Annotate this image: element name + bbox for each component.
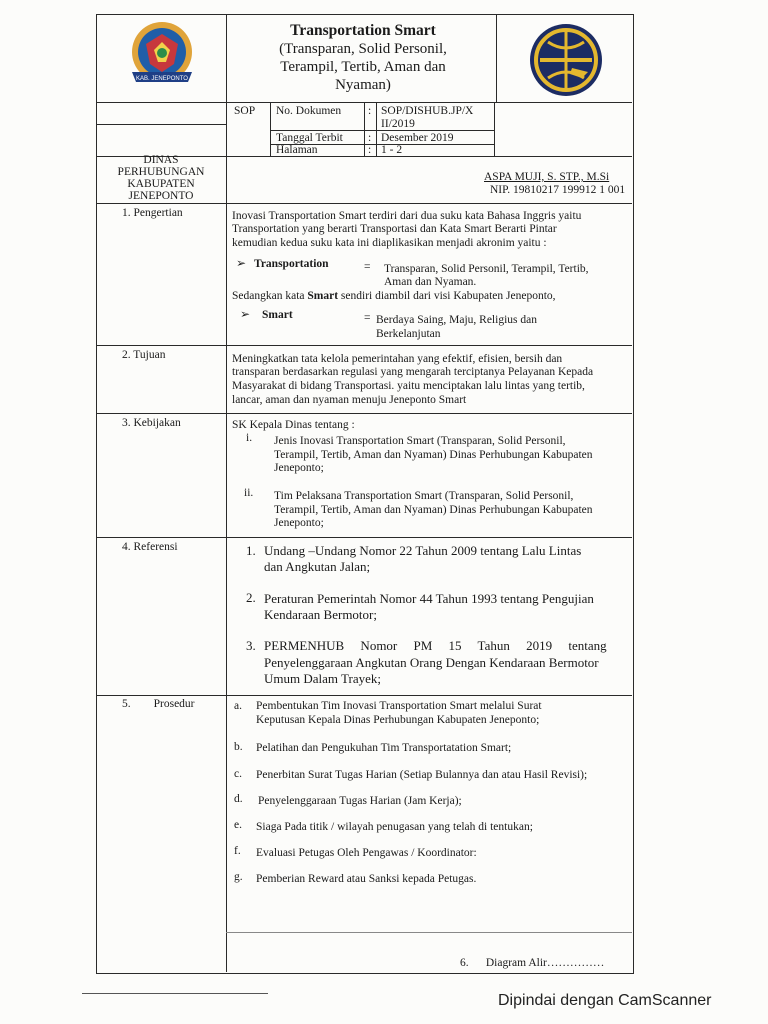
arrowhead-bullet-icon: ➢ bbox=[236, 256, 247, 270]
page-colon: : bbox=[368, 144, 372, 156]
section-1-def-2a: Berdaya Saing, Maju, Religius dan bbox=[376, 314, 537, 326]
page-label: Halaman bbox=[276, 144, 318, 156]
section-5-step-c-line-1: Penerbitan Surat Tugas Harian (Setiap Bulannya dan atau Hasil Revisi); bbox=[256, 769, 588, 781]
section-1-def-1a: Transparan, Solid Personil, Terampil, Tertib, bbox=[384, 263, 589, 275]
page-value: 1 - 2 bbox=[381, 144, 403, 156]
issue-date-colon: : bbox=[368, 132, 372, 144]
section-1-line-1: Inovasi Transportation Smart terdiri dari dua suku kata Bahasa Inggris yaitu bbox=[232, 210, 582, 222]
section-4-ref-2-number: 2. bbox=[246, 590, 256, 605]
section-4-ref-3-number: 3. bbox=[246, 638, 256, 653]
document-subtitle-1: (Transparan, Solid Personil, bbox=[279, 41, 447, 57]
section-separator-4 bbox=[96, 695, 632, 696]
section-5-step-g-letter: g. bbox=[234, 871, 243, 883]
doc-number-label: No. Dokumen bbox=[276, 105, 342, 117]
doc-number-colon: : bbox=[368, 105, 372, 117]
section-3-label: 3. Kebijakan bbox=[122, 417, 181, 429]
section-4-ref-2-line-2: Kendaraan Bermotor; bbox=[264, 607, 377, 622]
header-divider-left bbox=[226, 14, 227, 204]
document-title-block bbox=[232, 22, 494, 94]
section-1-def-2b: Berkelanjutan bbox=[376, 328, 441, 340]
section-1-line-3: kemudian kedua suku kata ini diaplikasikan menjadi akronim yaitu : bbox=[232, 237, 547, 249]
section-separator-1 bbox=[96, 345, 632, 346]
section-1-line-4b: Smart bbox=[307, 290, 339, 302]
section-4-ref-1-line-2: dan Angkutan Jalan; bbox=[264, 559, 371, 574]
header-divider-right bbox=[496, 14, 497, 102]
section-1-line-2: Transportation yang berarti Transportasi dan Kata Smart Berarti Pintar bbox=[232, 223, 557, 235]
section-1-term-transportation: Transportation bbox=[254, 258, 329, 270]
left-logo-caption: KAB. JENEPONTO bbox=[136, 76, 188, 82]
section-1-line-4c: sendiri diambil dari visi Kabupaten Jeneponto, bbox=[338, 290, 556, 302]
agency-line-4: JENEPONTO bbox=[128, 190, 194, 202]
section-2-line-2: transparan berdasarkan regulasi yang mengarah terciptanya Pelayanan Kepada bbox=[232, 366, 594, 378]
scan-artifact-line bbox=[82, 993, 268, 994]
document-subtitle-2: Terampil, Tertib, Aman dan bbox=[280, 59, 446, 75]
doc-number-value-2: II/2019 bbox=[381, 118, 415, 130]
issue-date-label: Tanggal Terbit bbox=[276, 132, 343, 144]
section-5-step-b-line-1: Pelatihan dan Pengukuhan Tim Transportatation Smart; bbox=[256, 742, 512, 754]
section-5-step-d-line-1: Penyelenggaraan Tugas Harian (Jam Kerja); bbox=[258, 795, 462, 807]
header-hline-6 bbox=[96, 203, 632, 204]
section-4-ref-1-number: 1. bbox=[246, 543, 256, 558]
section-5-step-b-letter: b. bbox=[234, 741, 243, 753]
ministry-transport-logo bbox=[526, 20, 606, 100]
doc-number-value-1: SOP/DISHUB.JP/X bbox=[381, 105, 474, 117]
agency-line-2: PERHUBUNGAN bbox=[117, 166, 205, 178]
section-3-item-i-line-3: Jeneponto; bbox=[274, 462, 324, 474]
section-2-line-4: lancar, aman dan nyaman menuju Jeneponto Smart bbox=[232, 394, 467, 406]
section-4-label: 4. Referensi bbox=[122, 541, 178, 553]
section-5-step-a-line-2: Keputusan Kepala Dinas Perhubungan Kabupaten Jeneponto; bbox=[256, 714, 540, 726]
section-5-step-a-letter: a. bbox=[234, 700, 242, 712]
section-4-ref-3-line-2: Penyelenggaraan Angkutan Orang Dengan Kendaraan Bermotor bbox=[264, 655, 599, 670]
section-4-ref-2-line-1: Peraturan Pemerintah Nomor 44 Tahun 1993 tentang Pengujian bbox=[264, 591, 594, 606]
arrowhead-bullet-icon: ➢ bbox=[240, 307, 251, 321]
section-3-item-i-number: i. bbox=[246, 432, 253, 444]
section-5-step-e-line-1: Siaga Pada titik / wilayah penugasan yang telah di tentukan; bbox=[256, 821, 533, 833]
section-1-def-1b: Aman dan Nyaman. bbox=[384, 276, 477, 288]
header-vline-value bbox=[494, 102, 495, 156]
section-3-item-ii-line-3: Jeneponto; bbox=[274, 517, 324, 529]
section-6-label: 6. Diagram Alir…………… bbox=[460, 957, 605, 969]
section-1-equals-2: = bbox=[364, 312, 371, 324]
agency-line-1: DINAS bbox=[143, 154, 179, 166]
section-3-item-ii-line-2: Terampil, Tertib, Aman dan Nyaman) Dinas Perhubungan Kabupaten bbox=[274, 504, 593, 516]
section-4-ref-1-line-1: Undang –Undang Nomor 22 Tahun 2009 tentang Lalu Lintas bbox=[264, 543, 582, 558]
camscanner-watermark: Dipindai dengan CamScanner bbox=[498, 992, 712, 1009]
header-vline-colon-a bbox=[364, 102, 365, 156]
section-3-intro: SK Kepala Dinas tentang : bbox=[232, 419, 355, 431]
section-column-divider bbox=[226, 203, 227, 972]
section-separator-2 bbox=[96, 413, 632, 414]
section-1-line-4 bbox=[232, 289, 556, 303]
signer-nip: NIP. 19810217 199912 1 001 bbox=[490, 184, 626, 196]
section-2-label: 2. Tujuan bbox=[122, 349, 166, 361]
section-5-step-d-letter: d. bbox=[234, 793, 243, 805]
section-3-item-ii-line-1: Tim Pelaksana Transportation Smart (Transparan, Solid Personil, bbox=[274, 490, 574, 502]
section-3-item-i-line-1: Jenis Inovasi Transportation Smart (Transparan, Solid Personil, bbox=[274, 435, 566, 447]
jeneponto-emblem-icon bbox=[124, 20, 200, 94]
section-1-label: 1. Pengertian bbox=[122, 207, 183, 219]
section-separator-3 bbox=[96, 537, 632, 538]
section-4-ref-3-line-3: Umum Dalam Trayek; bbox=[264, 671, 381, 686]
section-separator-5 bbox=[226, 932, 632, 933]
document-title: Transportation Smart bbox=[290, 22, 436, 39]
section-4-ref-3-line-1: PERMENHUB Nomor PM 15 Tahun 2019 tentang bbox=[264, 638, 607, 653]
signer-name: ASPA MUJI, S. STP., M.Si bbox=[484, 171, 610, 183]
section-5-step-c-letter: c. bbox=[234, 768, 242, 780]
section-5-label: 5. Prosedur bbox=[122, 698, 195, 710]
agency-line-3: KABUPATEN bbox=[127, 178, 195, 190]
section-5-step-e-letter: e. bbox=[234, 819, 242, 831]
section-1-term-smart: Smart bbox=[262, 309, 293, 321]
jeneponto-emblem-logo bbox=[124, 20, 200, 94]
sop-label: SOP bbox=[234, 105, 256, 117]
section-1-line-4a: Sedangkan kata bbox=[232, 290, 308, 302]
document-subtitle-3: Nyaman) bbox=[335, 77, 391, 93]
ministry-transport-emblem-icon bbox=[526, 20, 606, 100]
section-3-item-ii-number: ii. bbox=[244, 487, 254, 499]
section-2-line-1: Meningkatkan tata kelola pemerintahan yang efektif, efisien, bersih dan bbox=[232, 353, 563, 365]
section-2-line-3: Masyarakat di bidang Transportasi. yaitu menciptakan lalu lintas yang tertib, bbox=[232, 380, 585, 392]
section-5-step-g-line-1: Pemberian Reward atau Sanksi kepada Petugas. bbox=[256, 873, 477, 885]
section-3-item-i-line-2: Terampil, Tertib, Aman dan Nyaman) Dinas Perhubungan Kabupaten bbox=[274, 449, 593, 461]
section-1-equals-1: = bbox=[364, 261, 371, 273]
header-hline-2 bbox=[96, 124, 226, 125]
section-5-step-a-line-1: Pembentukan Tim Inovasi Transportation Smart melalui Surat bbox=[256, 700, 542, 712]
section-5-step-f-letter: f. bbox=[234, 845, 241, 857]
agency-name-block bbox=[98, 154, 224, 202]
header-vline-colon-b bbox=[376, 102, 377, 156]
issue-date-value: Desember 2019 bbox=[381, 132, 454, 144]
section-5-step-f-line-1: Evaluasi Petugas Oleh Pengawas / Koordinator: bbox=[256, 847, 477, 859]
header-vline-sop bbox=[270, 102, 271, 156]
